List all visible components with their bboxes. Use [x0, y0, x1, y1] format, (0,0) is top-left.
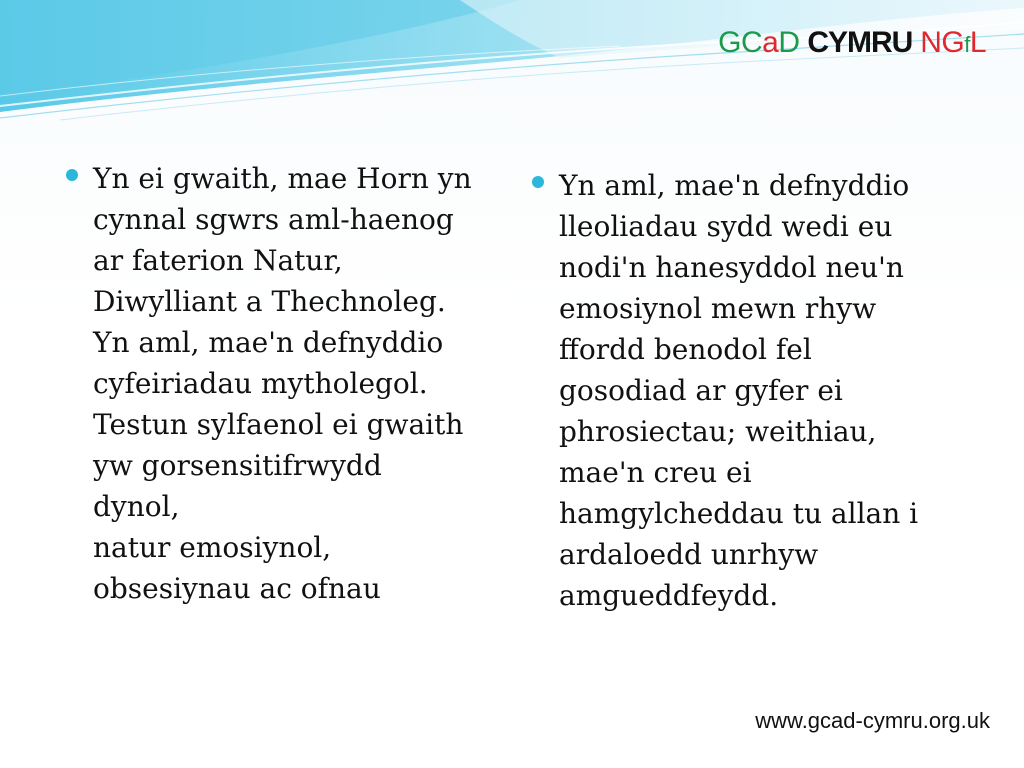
left-column — [66, 158, 476, 609]
right-bullet-item — [532, 165, 942, 616]
right-column — [532, 165, 942, 616]
logo-text-ng: NG — [920, 26, 965, 59]
website-url: www.gcad-cymru.org.uk — [755, 708, 990, 733]
logo-text-l: L — [969, 26, 986, 59]
right-bullet-text: Yn aml, mae'n defnyddio lleoliadau sydd wedi eu nodi'n hanesyddol neu'n emosiynol mewn rhyw ffordd benodol fel gosodiad ar gyfer ei phrosiectau; weithiau, mae'n creu ei hamgylcheddau tu allan i ardaloedd unrhyw amgueddfeydd. — [559, 169, 919, 612]
bullet-dot-icon — [66, 169, 78, 181]
logo-text-f: f — [964, 32, 970, 57]
bullet-dot-icon — [532, 176, 544, 188]
logo-text-a: a — [762, 26, 779, 59]
left-bullet-text: Yn ei gwaith, mae Horn yn cynnal sgwrs aml-haenog ar faterion Natur, Diwylliant a Thechnoleg. Yn aml, mae'n defnyddio cyfeiriadau mytholegol. Testun sylfaenol ei gwaith yw gorsensitifrwydd dynol, natur emosiynol, obsesiynau ac ofnau — [93, 162, 472, 605]
logo-text-cymru: CYMRU — [807, 26, 913, 59]
logo-text-gc: GC — [718, 26, 763, 59]
gcad-cymru-logo — [718, 28, 986, 58]
logo-text-d: D — [778, 26, 800, 59]
left-bullet-item — [66, 158, 476, 609]
header-wave-graphic — [0, 0, 1024, 140]
